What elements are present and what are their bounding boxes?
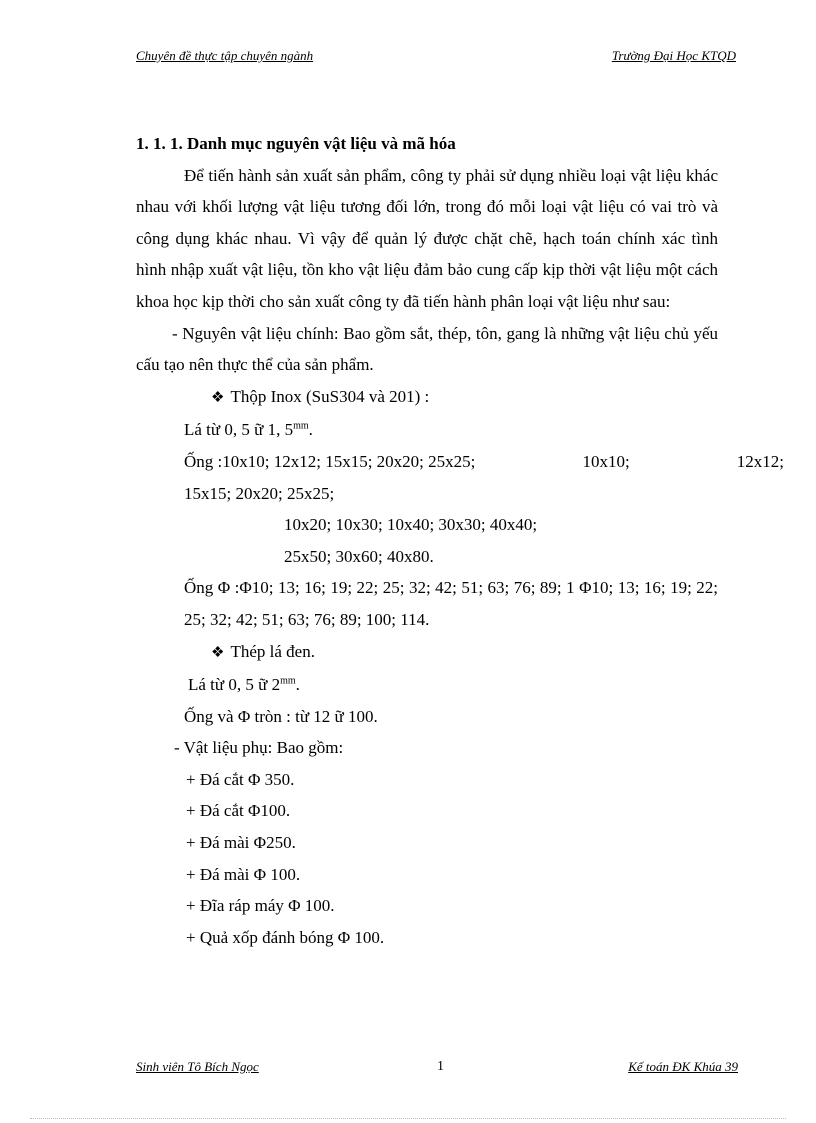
black-sheet-line: Lá từ 0, 5 ữ $2^{mm}$. [188, 675, 300, 695]
inox-title: ❖ Thộp Inox (SuS304 và 201) : [211, 386, 430, 406]
main-material-paragraph: - Nguyên vật liệu chính: Bao gồm sắt, thép, tôn, gang là những vật liệu chủ yếu cấu tạo nên thực thể của sản phẩm. [136, 323, 718, 375]
aux-item: + Đá cắt Φ100. [186, 801, 291, 821]
inox-tube-line-2: 15x15; 20x20; 25x25; [184, 483, 335, 503]
page-body [136, 128, 784, 953]
header-right: Trường Đại Học KTQD [611, 48, 736, 63]
diamond-bullet-icon: ❖ [211, 389, 225, 406]
inox-round-line: Ống Φ :Φ10; 13; 16; 19; 22; 25; 32; 42; 51; 63; 76; 89; 1 Φ10; 13; 16; 19; 22; 25; 32; 42; 51; 63; 76; 89; 100; 114. [184, 578, 718, 629]
footer-left: Sinh viên Tô Bích Ngọc [136, 1059, 259, 1074]
inox-tube-line: Ống :10x10; 12x12; 15x15; 20x20; 25x25; 10x10; 12x12; [184, 451, 784, 471]
aux-item: + Đá mài Φ250. [186, 833, 296, 853]
inox-sheet-line: Lá từ 0, 5 ữ 1, $5^{mm}$. [184, 420, 313, 440]
diamond-bullet-icon: ❖ [211, 644, 225, 661]
section-heading: 1. 1. 1. Danh mục nguyên vật liệu và mã hóa [136, 134, 456, 153]
aux-item: + Quả xốp đánh bóng Φ 100. [186, 927, 385, 947]
black-steel-title: ❖ Thép lá đen. [211, 641, 315, 661]
header-left: Chuyên đề thực tập chuyên ngành [136, 48, 314, 63]
page-bottom-divider [30, 1118, 786, 1119]
page-number: 1 [437, 1059, 444, 1074]
inox-tube-line-4: 25x50; 30x60; 40x80. [284, 546, 434, 566]
black-tube-line: Ống và Φ tròn : từ 12 ữ 100. [184, 706, 378, 726]
aux-item: + Đá cắt Φ 350. [186, 769, 295, 789]
footer-right: Kế toán ĐK Khúa 39 [628, 1059, 738, 1074]
aux-material-title: - Vật liệu phụ: Bao gồm: [174, 738, 344, 758]
aux-item: + Đĩa ráp máy Φ 100. [186, 896, 335, 916]
aux-item: + Đá mài Φ 100. [186, 864, 301, 884]
intro-paragraph: Để tiến hành sản xuất sản phẩm, công ty phải sử dụng nhiều loại vật liệu khác nhau với khối lượng vật liệu tương đối lớn, trong đó mỗi loại vật liệu có vai trò và công dụng khác nhau. Vì vậy để quản lý được chặt chẽ, hạch toán chính xác tình hình nhập xuất vật liệu, tồn kho vật liệu đảm bảo cung cấp kịp thời vật liệu một cách khoa học kịp thời cho sản xuất công ty đã tiến hành phân loại vật liệu như sau: [136, 165, 718, 311]
inox-tube-line-3: 10x20; 10x30; 10x40; 30x30; 40x40; [284, 515, 538, 535]
